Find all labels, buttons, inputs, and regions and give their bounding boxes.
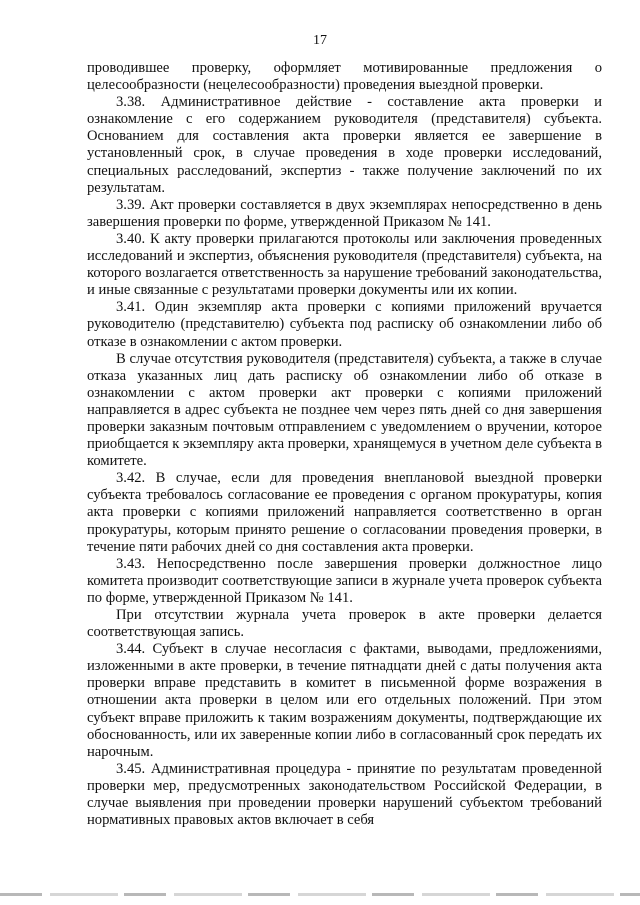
paragraph-3-43-no-journal: При отсутствии журнала учета проверок в акте проверки делается соответствующая запись. (87, 607, 602, 641)
paragraph-3-38: 3.38. Административное действие - составление акта проверки и ознакомление с его содержанием руководителя (представителя) субъекта. Основанием для составления акта проверки является ее завершение в установленный срок, в случае проведения в ходе проверки исследований, специальных расследований, экспертиз - также получение заключений по их результатам. (87, 94, 602, 196)
page-number: 17 (313, 33, 327, 48)
scan-bottom-edge (0, 893, 640, 896)
paragraph-3-41: 3.41. Один экземпляр акта проверки с копиями приложений вручается руководителю (представителю) субъекта под расписку об ознакомлении либо об отказе в ознакомлении с актом проверки. (87, 299, 602, 350)
paragraph-3-40: 3.40. К акту проверки прилагаются протоколы или заключения проведенных исследований и экспертиз, объяснения руководителя (представителя) субъекта, на которого возлагается ответственность за нарушение требований законодательства, и иные связанные с результатами проверки документы или их копии. (87, 230, 602, 299)
paragraph-3-44: 3.44. Субъект в случае несогласия с фактами, выводами, предложениями, изложенными в акте проверки, в течение пятнадцати дней с даты получения акта проверки вправе представить в комитет в письменной форме возражения в отношении акта проверки в целом или его отдельных положений. При этом субъект вправе приложить к таким возражениям документы, подтверждающие их обоснованность, или их заверенные копии либо в согласованный срок передать их нарочным. (87, 641, 602, 760)
paragraph-3-42: 3.42. В случае, если для проведения внеплановой выездной проверки субъекта требовалось согласование ее проведения с органом прокуратуры, копия акта проверки с копиями приложений направляется соответственно в орган прокуратуры, которым принято решение о согласовании проведения проверки, в течение пяти рабочих дней со дня составления акта проверки. (87, 470, 602, 555)
paragraph-3-41-absence: В случае отсутствия руководителя (представителя) субъекта, а также в случае отказа указанных лиц дать расписку об ознакомлении либо об отказе в ознакомлении с актом проверки акт проверки с копиями приложений направляется в адрес субъекта не позднее чем через пять дней со дня завершения проверки заказным почтовым отправлением с уведомлением о вручении, которое приобщается к экземпляру акта проверки, хранящемуся в учетном деле субъекта в комитете. (87, 350, 602, 470)
paragraph-3-39: 3.39. Акт проверки составляется в двух экземплярах непосредственно в день завершения проверки по форме, утвержденной Приказом № 141. (87, 196, 602, 230)
paragraph-continuation: проводившее проверку, оформляет мотивированные предложения о целесообразности (нецелесообразности) проведения выездной проверки. (87, 60, 602, 94)
document-body (87, 60, 602, 829)
paragraph-3-45: 3.45. Административная процедура - принятие по результатам проведенной проверки мер, предусмотренных законодательством Российской Федерации, в случае выявления при проведении проверки нарушений субъектом требований нормативных правовых актов включает в себя (87, 760, 602, 829)
paragraph-3-43: 3.43. Непосредственно после завершения проверки должностное лицо комитета производит соответствующие записи в журнале учета проверок субъекта по форме, утвержденной Приказом № 141. (87, 555, 602, 606)
